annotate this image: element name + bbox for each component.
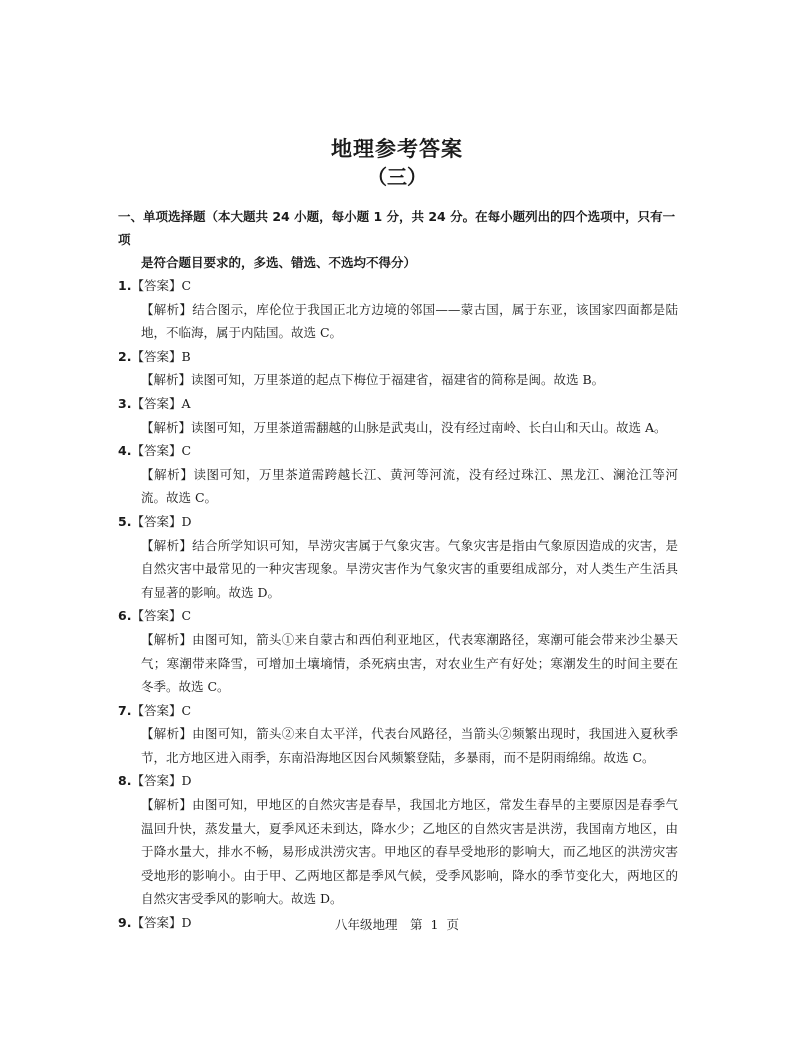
page-subtitle: （三） [367,165,427,189]
question-7 [118,699,678,770]
question-3 [118,392,678,439]
question-number: 3. [118,395,132,411]
answer-text: 【答案】C [131,278,192,293]
answer-line [118,439,678,463]
answer-text: 【答案】D [131,915,192,931]
answers-content [118,205,678,935]
analysis-text: 【解析】由图可知，箭头②来自太平洋，代表台风路径，当箭头②频繁出现时，我国进入夏秋季节，北方地区进入雨季，东南沿海地区因台风频繁登陆，多暴雨，而不是阴雨绵绵。故选 C。 [141,726,678,765]
question-5 [118,510,678,604]
page-footer: 八年级地理 第 1 页 [335,917,459,932]
section-heading-line2: 是符合题目要求的，多选、错选、不选均不得分） [141,255,417,270]
answer-line [118,510,678,534]
answer-text: 【答案】D [131,773,192,789]
question-number: 4. [118,443,132,459]
answer-line [118,392,678,416]
answer-line [118,604,678,628]
question-number: 6. [118,608,132,624]
question-8 [118,769,678,911]
question-number: 5. [118,513,132,529]
analysis-text: 【解析】由图可知，甲地区的自然灾害是春旱，我国北方地区，常发生春旱的主要原因是春季气温回升快，蒸发量大，夏季风还未到达，降水少；乙地区的自然灾害是洪涝，我国南方地区，由于降水量大，排水不畅，易形成洪涝灾害。甲地区的春旱受地形的影响大，而乙地区的洪涝灾害受地形的影响小。由于甲、乙两地区都是季风气候，受季风影响，降水的季节变化大，两地区的自然灾害受季风的影响大。故选 D。 [141,797,678,907]
answer-text: 【答案】B [131,348,191,364]
question-number: 7. [118,702,132,718]
answer-text: 【答案】C [131,702,192,718]
question-4 [118,439,678,510]
analysis-text: 【解析】结合所学知识可知，旱涝灾害属于气象灾害。气象灾害是指由气象原因造成的灾害，是自然灾害中最常见的一种灾害现象。旱涝灾害作为气象灾害的重要组成部分，对人类生产生活具有显著的影响。故选 D。 [141,537,678,600]
analysis-text: 【解析】读图可知，万里茶道需翻越的山脉是武夷山，没有经过南岭、长白山和天山。故选 A。 [141,419,667,435]
analysis-text: 【解析】读图可知，万里茶道需跨越长江、黄河等河流，没有经过珠江、黑龙江、澜沧江等河流。故选 C。 [141,466,678,506]
question-number: 8. [118,773,132,789]
question-number: 1. [118,278,132,293]
answer-line [118,769,678,793]
answer-line [118,699,678,723]
answer-text: 【答案】C [131,608,192,624]
question-1 [118,274,678,345]
question-2 [118,345,678,392]
section-heading-line1: 一、单项选择题（本大题共 24 小题，每小题 1 分，共 24 分。在每小题列出的四个选项中，只有一项 [118,209,676,247]
answer-text: 【答案】D [131,513,192,529]
analysis-text: 【解析】结合图示，库伦位于我国正北方边境的邻国——蒙古国，属于东亚，该国家四面都是陆地，不临海，属于内陆国。故选 C。 [141,301,678,341]
section-heading [118,205,678,274]
analysis-text: 【解析】读图可知，万里茶道的起点下梅位于福建省，福建省的简称是闽。故选 B。 [141,372,605,388]
page-title: 地理参考答案 [331,137,463,161]
answer-line [118,345,678,369]
question-number: 2. [118,348,132,364]
answer-text: 【答案】A [131,395,191,411]
analysis-text: 【解析】由图可知，箭头①来自蒙古和西伯利亚地区，代表寒潮路径，寒潮可能会带来沙尘暴天气；寒潮带来降雪，可增加土壤墒情，杀死病虫害，对农业生产有好处；寒潮发生的时间主要在冬季。故选 C。 [141,631,678,695]
question-6 [118,604,678,698]
answer-line [118,274,678,298]
answer-text: 【答案】C [131,443,192,459]
question-number: 9. [118,915,132,931]
